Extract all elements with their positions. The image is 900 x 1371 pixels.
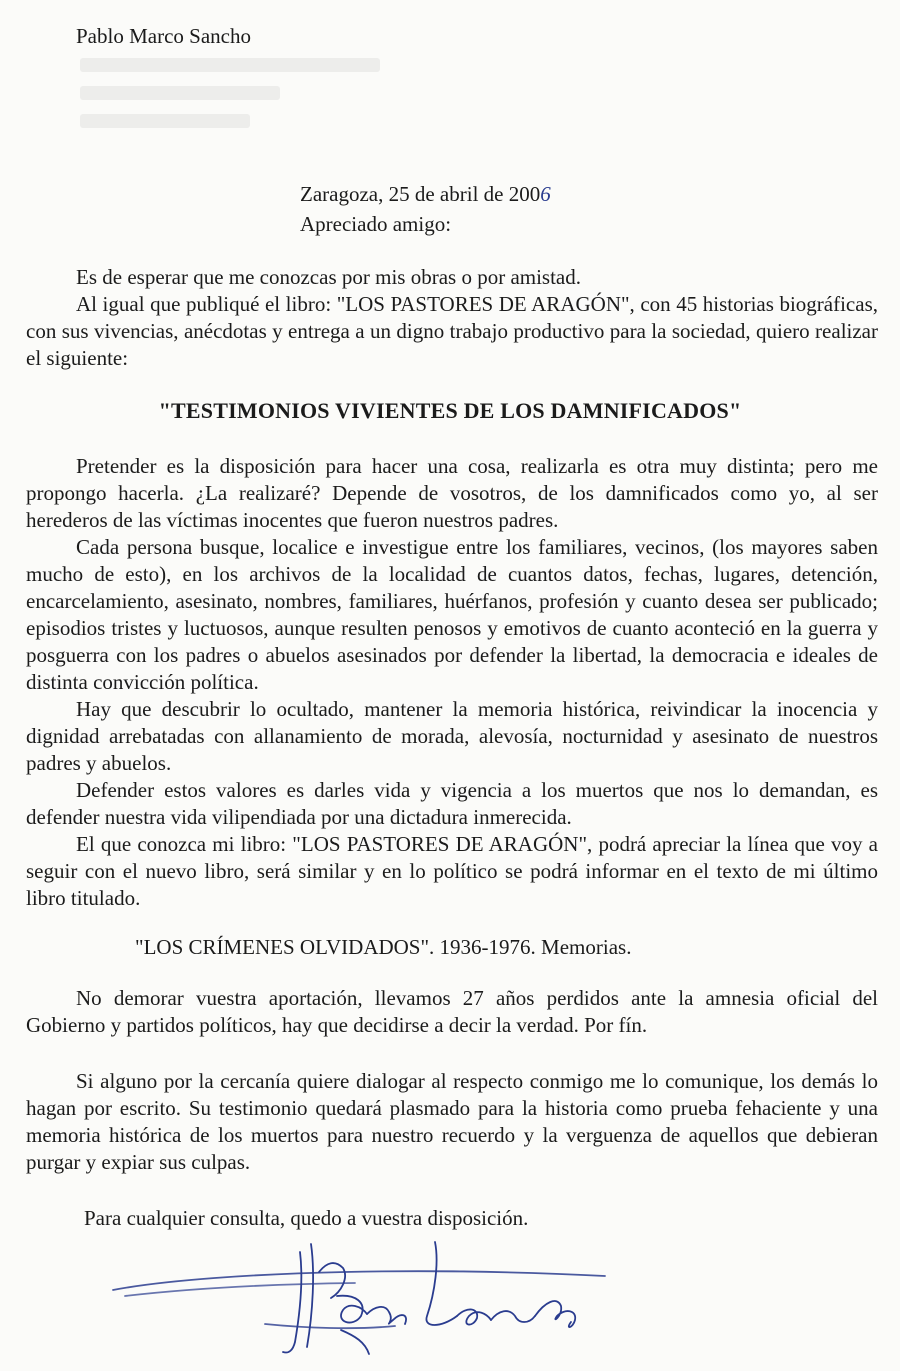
date-text: Zaragoza, 25 de abril de 200 [300, 182, 541, 206]
closing-section-2 [26, 1068, 878, 1176]
faded-letterhead [80, 58, 400, 128]
sender-name: Pablo Marco Sancho [76, 24, 251, 48]
paragraph: Al igual que publiqué el libro: "LOS PASTORES DE ARAGÓN", con 45 historias biográficas, con sus vivencias, anécdotas y entrega a un digno trabajo productivo para la sociedad, quiero realizar el siguiente: [26, 292, 878, 370]
paragraph: Cada persona busque, localice e investigue entre los familiares, vecinos, (los mayores saben mucho de esto), en los archivos de la localidad de cuantos datos, fechas, lugares, detención, encarcelamiento, asesinato, nombres, familiares, huérfanos, profesión y cuanto desea ser publicado; episodios tristes y luctuosos, aunque resulten penosos y emotivos de cuanto aconteció en la guerra y posguerra con los padres o abuelos asesinados por defender la libertad, la democracia e ideales de distinta convicción política. [26, 535, 878, 694]
date-handwritten-digit: 6 [540, 182, 551, 206]
paragraph: Pretender es la disposición para hacer una cosa, realizarla es otra muy distinta; pero me propongo hacerla. ¿La realizaré? Depende de vosotros, de los damnificados como yo, al ser herederos de las víctimas inocentes que fueron nuestros padres. [26, 454, 878, 532]
sign-off: Para cualquier consulta, quedo a vuestra disposición. [84, 1206, 529, 1230]
closing-section-1 [26, 985, 878, 1039]
paragraph: Hay que descubrir lo ocultado, mantener la memoria histórica, reivindicar la inocencia y dignidad arrebatadas con allanamiento de morada, alevosía, nocturnidad y asesinato de nuestros padres y abuelos. [26, 697, 878, 775]
sign-off-section [26, 1205, 878, 1232]
project-heading: "TESTIMONIOS VIVIENTES DE LOS DAMNIFICADOS" [158, 398, 742, 423]
paragraph: Si alguno por la cercanía quiere dialogar al respecto conmigo me lo comunique, los demás lo hagan por escrito. Su testimonio quedará plasmado para la historia como prueba fehaciente y una memoria histórica de los muertos para nuestro recuerdo y la verguenza de aquellos que debieran purgar y expiar sus culpas. [26, 1069, 878, 1174]
paragraph: Defender estos valores es darles vida y vigencia a los muertos que nos lo demandan, es defender nuestra vida vilipendiada por una dictadura inmerecida. [26, 778, 878, 829]
book-reference: "LOS CRÍMENES OLVIDADOS". 1936-1976. Memorias. [135, 935, 632, 959]
main-section [26, 453, 878, 912]
handwritten-signature [105, 1232, 625, 1362]
greeting: Apreciado amigo: [300, 212, 452, 236]
paragraph: No demorar vuestra aportación, llevamos 27 años perdidos ante la amnesia oficial del Gobierno y partidos políticos, hay que decidirse a decir la verdad. Por fín. [26, 986, 878, 1037]
intro-section [26, 264, 878, 372]
dateline [300, 182, 551, 207]
paragraph: Es de esperar que me conozcas por mis obras o por amistad. [76, 265, 582, 289]
paragraph: El que conozca mi libro: "LOS PASTORES DE ARAGÓN", podrá apreciar la línea que voy a seguir con el nuevo libro, será similar y en lo político se podrá informar en el texto de mi último libro titulado. [26, 832, 878, 910]
